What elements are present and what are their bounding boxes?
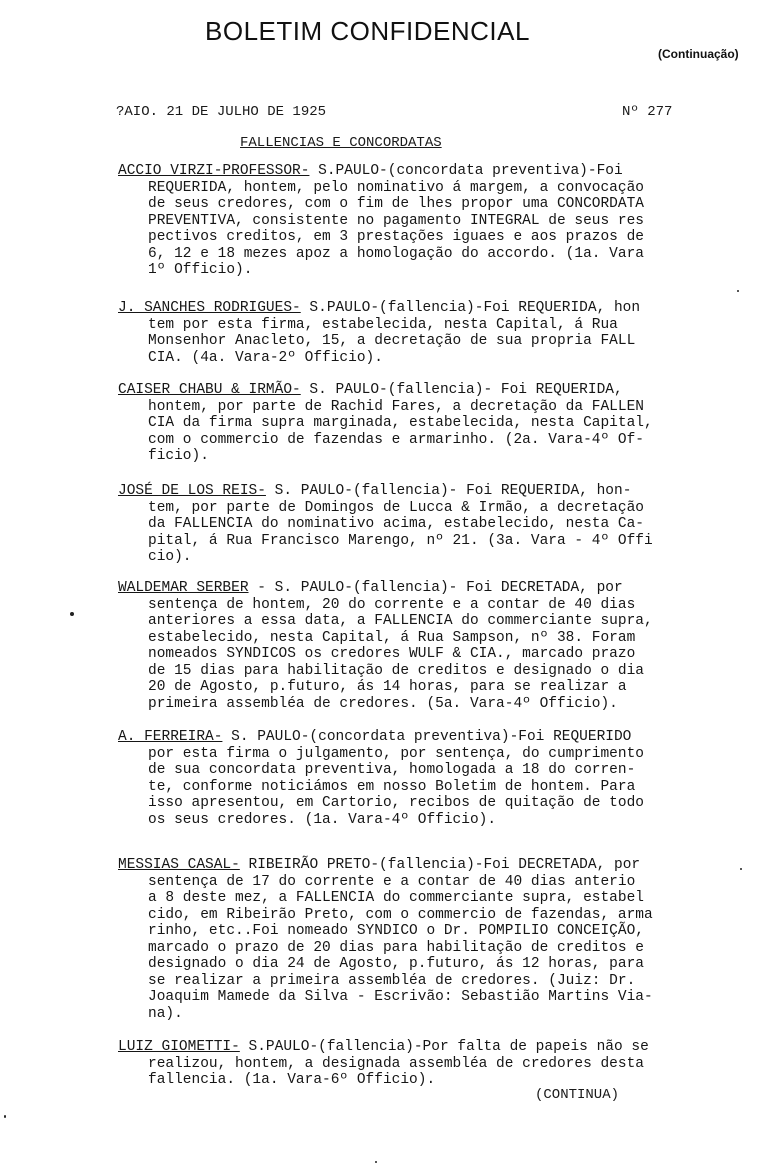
section-title: FALLENCIAS E CONCORDATAS: [240, 135, 442, 151]
entry-line: da FALLENCIA do nominativo acima, estabelecido, nesta Ca-: [148, 516, 644, 532]
entry-luiz-giometti: [118, 1039, 758, 1089]
entry-messias-casal: [118, 857, 758, 1022]
entry-line: tem, por parte de Domingos de Lucca & Irmão, a decretação: [148, 499, 644, 516]
scan-speck: [375, 1161, 377, 1163]
entry-head: J. SANCHES RODRIGUES-: [118, 300, 301, 316]
document-title: BOLETIM CONFIDENCIAL: [205, 16, 530, 46]
entry-head: A. FERREIRA-: [118, 729, 223, 745]
entry-line: S.PAULO-(fallencia)-Por falta de papeis não se: [239, 1039, 649, 1055]
entry-line: de seus credores, com o fim de lhes propor uma CONCORDATA: [148, 196, 644, 212]
entry-accio-virzi: [118, 163, 758, 279]
entry-line: marcado o prazo de 20 dias para habilitação de creditos e: [148, 939, 644, 956]
entry-line: na).: [148, 1005, 183, 1022]
entry-line: sentença de 17 do corrente e a contar de 40 dias anterio: [148, 873, 636, 890]
continuation-label: (Continuação): [658, 47, 739, 61]
entry-caiser-chabu: [118, 382, 758, 465]
entry-line: 20 de Agosto, p.futuro, ás 14 horas, para se realizar a: [148, 679, 627, 695]
entry-line: REQUERIDA, hontem, pelo nominativo á margem, a convocação: [148, 179, 644, 196]
entry-line: tem por esta firma, estabelecida, nesta Capital, á Rua: [148, 316, 618, 333]
scan-speck: [4, 1115, 6, 1118]
entry-line: CIA. (4a. Vara-2º Officio).: [148, 349, 383, 366]
entry-line: RIBEIRÃO PRETO-(fallencia)-Foi DECRETADA, por: [239, 857, 641, 873]
entry-line: S. PAULO-(concordata preventiva)-Foi REQUERIDO: [222, 729, 632, 745]
entry-line: cido, em Ribeirão Preto, com o commercio de fazendas, arma: [148, 906, 653, 923]
entry-line: isso apresentou, em Cartorio, recibos de quitação de todo: [148, 795, 644, 811]
entry-line: PREVENTIVA, consistente no pagamento INTEGRAL de seus res: [148, 212, 644, 229]
entry-line: Monsenhor Anacleto, 15, a decretação de sua propria FALL: [148, 333, 636, 349]
entry-line: 1º Officio).: [148, 262, 253, 278]
entry-line: de sua concordata preventiva, homologada a 18 do corren-: [148, 762, 636, 778]
entry-line: hontem, por parte de Rachid Fares, a decretação da FALLEN: [148, 398, 644, 415]
entry-line: Joaquim Mamede da Silva - Escrivão: Sebastião Martins Via-: [148, 989, 653, 1005]
entry-line: a 8 deste mez, a FALLENCIA do commerciante supra, estabel: [148, 890, 644, 906]
entry-line: ficio).: [148, 448, 209, 464]
entry-line: pital, á Rua Francisco Marengo, nº 21. (3a. Vara - 4º Offi: [148, 532, 653, 549]
entry-line: nomeados SYNDICOS os credores WULF & CIA., marcado prazo: [148, 646, 636, 662]
continua-label: (CONTINUA): [535, 1087, 620, 1103]
entry-line: de 15 dias para habilitação de creditos e designado o dia: [148, 662, 644, 679]
entry-line: sentença de hontem, 20 do corrente e a contar de 40 dias: [148, 596, 636, 613]
entry-sanches-rodrigues: [118, 300, 758, 366]
dateline: ?AIO. 21 DE JULHO DE 1925: [116, 104, 327, 120]
entry-line: os seus credores. (1a. Vara-4º Officio).: [148, 811, 497, 828]
entry-line: - S. PAULO-(fallencia)- Foi DECRETADA, por: [248, 580, 623, 596]
entry-line: anteriores a essa data, a FALLENCIA do commerciante supra,: [148, 613, 653, 629]
entry-line: se realizar a primeira assembléa de credores. (Juiz: Dr.: [148, 972, 636, 989]
entry-line: por esta firma o julgamento, por sentença, do cumprimento: [148, 745, 644, 762]
entry-line: S.PAULO-(concordata preventiva)-Foi: [309, 163, 623, 179]
entry-line: rinho, etc..Foi nomeado SYNDICO o Dr. POMPILIO CONCEIÇÃO,: [148, 923, 644, 939]
entry-head: LUIZ GIOMETTI-: [118, 1039, 240, 1055]
entry-line: primeira assembléa de credores. (5a. Vara-4º Officio).: [148, 695, 618, 712]
entry-line: 6, 12 e 18 mezes apoz a homologação do accordo. (1a. Vara: [148, 245, 644, 262]
entry-line: CIA da firma supra marginada, estabelecida, nesta Capital,: [148, 415, 653, 431]
entry-line: pectivos creditos, em 3 prestações iguaes e aos prazos de: [148, 229, 644, 245]
entry-head: CAISER CHABU & IRMÃO-: [118, 382, 301, 398]
entry-line: designado o dia 24 de Agosto, p.futuro, ás 12 horas, para: [148, 956, 644, 972]
entry-line: realizou, hontem, a designada assembléa de credores desta: [148, 1055, 644, 1072]
entry-head: MESSIAS CASAL-: [118, 857, 240, 873]
entry-head: WALDEMAR SERBER: [118, 580, 249, 596]
scan-speck: [737, 290, 739, 292]
scan-speck: [70, 612, 74, 616]
entry-waldemar-serber: [118, 580, 758, 712]
entry-head: ACCIO VIRZI-PROFESSOR-: [118, 163, 310, 179]
entry-line: com o commercio de fazendas e armarinho. (2a. Vara-4º Of-: [148, 431, 644, 448]
entry-line: fallencia. (1a. Vara-6º Officio).: [148, 1072, 436, 1088]
entry-a-ferreira: [118, 729, 758, 828]
entry-line: S. PAULO-(fallencia)- Foi REQUERIDA, hon-: [265, 483, 632, 499]
bulletin-number: Nº 277: [622, 104, 673, 120]
entry-line: cio).: [148, 549, 192, 565]
entry-jose-de-los-reis: [118, 483, 758, 566]
entry-head: JOSÉ DE LOS REIS-: [118, 483, 266, 499]
entry-line: te, conforme noticiámos em nosso Boletim de hontem. Para: [148, 778, 636, 795]
entry-line: S.PAULO-(fallencia)-Foi REQUERIDA, hon: [300, 300, 641, 316]
scan-speck: [740, 868, 742, 870]
entry-line: estabelecido, nesta Capital, á Rua Sampson, nº 38. Foram: [148, 629, 636, 646]
entry-line: S. PAULO-(fallencia)- Foi REQUERIDA,: [300, 382, 623, 398]
